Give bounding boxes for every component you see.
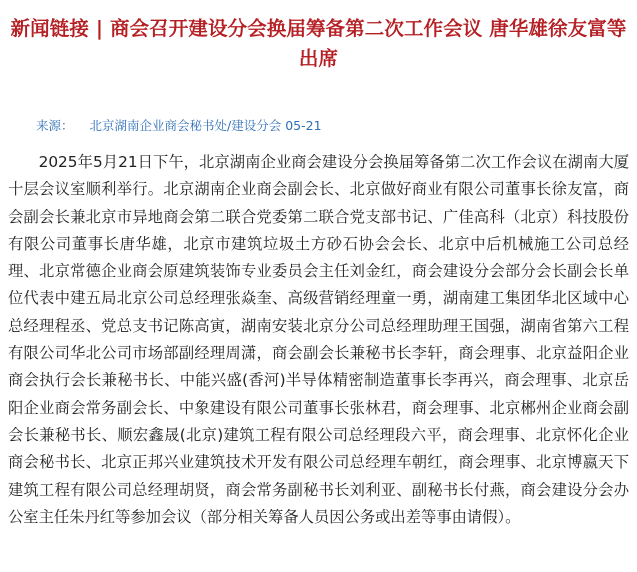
article-body: 2025年5月21日下午，北京湖南企业商会建设分会换届筹备第二次工作会议在湖南大厦十层会议室顺利举行。北京湖南企业商会副会长、北京做好商业有限公司董事长徐友富，商会副会长兼北京市异地商会第二联合党委第二联合党支部书记、广佳高科（北京）科技股份有限公司董事长唐华雄，北京市建筑垃圾土方砂石协会会长、北京中后机械施工公司总经理、北京常德企业商会原建筑装饰专业委员会主任刘金红，商会建设分会部分会长副会长单位代表中建五局北京公司总经理张焱奎、高级营销经理童一勇，湖南建工集团华北区域中心总经理程丞、党总支书记陈高寅，湖南安装北京分公司总经理助理王国强，湖南省第六工程有限公司华北公司市场部副经理周潇，商会副会长兼秘书长李轩，商会理事、北京益阳企业商会执行会长兼秘书长、中能兴盛(香河)半导体精密制造董事长李再兴，商会理事、北京岳阳企业商会常务副会长、中象建设有限公司董事长张林君，商会理事、北京郴州企业商会副会长兼秘书长、顺宏鑫晟(北京)建筑工程有限公司总经理段六平，商会理事、北京怀化企业商会秘书长、北京正邦兴业建筑技术开发有限公司总经理车朝红，商会理事、北京博嬴天下建筑工程有限公司总经理胡贤，商会常务副秘书长刘利亚、副秘书长付燕，商会建设分会办公室主任朱丹红等参加会议（部分相关筹备人员因公务或出差等事由请假）。 <box>8 153 629 526</box>
source-value: 北京湖南企业商会秘书处/建设分会 05-21 <box>89 118 322 133</box>
source-label: 来源： <box>36 118 74 133</box>
article-source <box>36 116 322 136</box>
article-title: 新闻链接 | 商会召开建设分会换届筹备第二次工作会议 唐华雄徐友富等出席 <box>10 17 627 70</box>
